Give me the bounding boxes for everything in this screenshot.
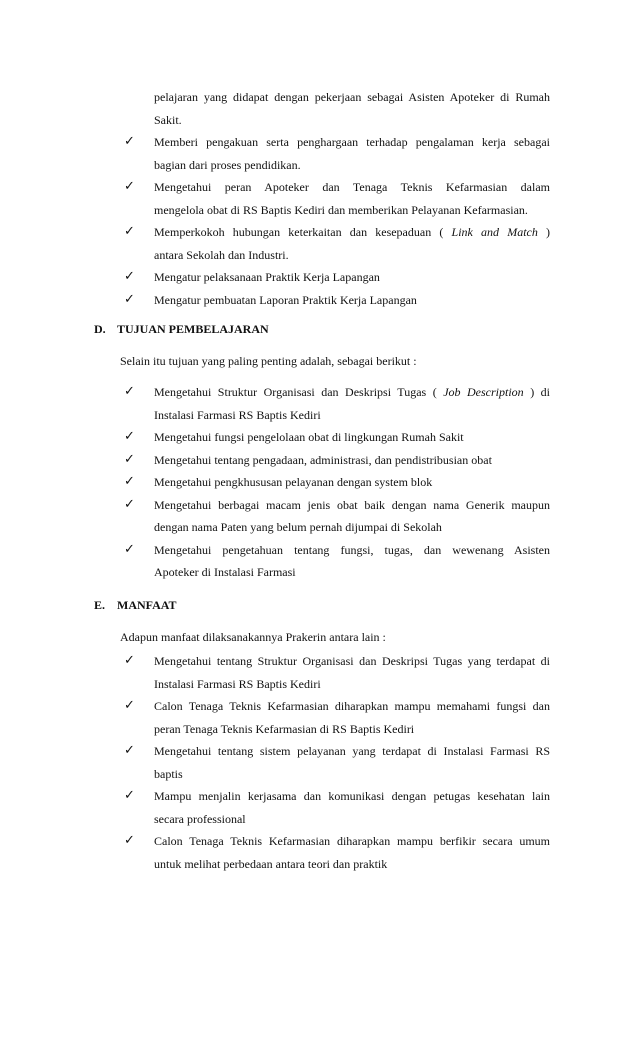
- list-item: ✓ Mengetahui tentang sistem pelayanan yang terdapat di Instalasi Farmasi RS baptis: [124, 740, 550, 785]
- continuation-text: pelajaran yang didapat dengan pekerjaan sebagai Asisten Apoteker di Rumah Sakit.: [154, 90, 550, 127]
- checkmark-icon: ✓: [124, 134, 135, 149]
- list-item: ✓ Mengatur pembuatan Laporan Praktik Kerja Lapangan: [124, 289, 550, 312]
- list-item: ✓ Memberi pengakuan serta penghargaan terhadap pengalaman kerja sebagai bagian dari proses pendidikan.: [124, 131, 550, 176]
- checkmark-icon: ✓: [124, 224, 135, 239]
- checkmark-icon: ✓: [124, 653, 135, 668]
- list-item: ✓ Mengetahui Struktur Organisasi dan Deskripsi Tugas ( Job Description ) di Instalasi Farmasi RS Baptis Kediri: [124, 381, 550, 426]
- section-intro: Adapun manfaat dilaksanakannya Prakerin antara lain :: [120, 630, 386, 644]
- section-heading-d: D. TUJUAN PEMBELAJARAN: [94, 322, 269, 336]
- checkmark-icon: ✓: [124, 384, 135, 399]
- checkmark-icon: ✓: [124, 451, 135, 467]
- list-item: ✓ Mengetahui pengetahuan tentang fungsi, tugas, dan wewenang Asisten Apoteker di Instalasi Farmasi: [124, 539, 550, 584]
- top-list: [124, 86, 550, 311]
- section-e-list: [124, 650, 550, 875]
- list-item: ✓ Calon Tenaga Teknis Kefarmasian diharapkan mampu memahami fungsi dan peran Tenaga Teknis Kefarmasian di RS Baptis Kediri: [124, 695, 550, 740]
- list-item: ✓ Mengetahui peran Apoteker dan Tenaga Teknis Kefarmasian dalam mengelola obat di RS Baptis Kediri dan memberikan Pelayanan Kefarmasian.: [124, 176, 550, 221]
- list-item: ✓ Mengetahui pengkhususan pelayanan dengan system blok: [124, 471, 550, 494]
- list-item: ✓ Mengetahui tentang pengadaan, administrasi, dan pendistribusian obat: [124, 449, 550, 472]
- list-item: ✓ Mengetahui fungsi pengelolaan obat di lingkungan Rumah Sakit: [124, 426, 550, 449]
- section-heading-e: E. MANFAAT: [94, 598, 177, 612]
- checkmark-icon: ✓: [124, 496, 135, 512]
- list-item: ✓ Mampu menjalin kerjasama dan komunikasi dengan petugas kesehatan lain secara professional: [124, 785, 550, 830]
- section-intro: Selain itu tujuan yang paling penting adalah, sebagai berikut :: [120, 354, 417, 368]
- list-item: ✓ Memperkokoh hubungan keterkaitan dan kesepaduan ( Link and Match ) antara Sekolah dan Industri.: [124, 221, 550, 266]
- list-item: ✓ Mengetahui tentang Struktur Organisasi dan Deskripsi Tugas yang terdapat di Instalasi Farmasi RS Baptis Kediri: [124, 650, 550, 695]
- checkmark-icon: ✓: [124, 698, 135, 713]
- list-item: ✓ Mengetahui berbagai macam jenis obat baik dengan nama Generik maupun dengan nama Paten yang belum pernah dijumpai di Sekolah: [124, 494, 550, 539]
- checkmark-icon: ✓: [124, 269, 135, 284]
- checkmark-icon: ✓: [124, 541, 135, 557]
- section-d-list: [124, 381, 550, 584]
- checkmark-icon: ✓: [124, 788, 135, 803]
- list-item: ✓ Mengatur pelaksanaan Praktik Kerja Lapangan: [124, 266, 550, 289]
- checkmark-icon: ✓: [124, 833, 135, 848]
- checkmark-icon: ✓: [124, 743, 135, 758]
- list-item: ✓ Calon Tenaga Teknis Kefarmasian diharapkan mampu berfikir secara umum untuk melihat perbedaan antara teori dan praktik: [124, 830, 550, 875]
- checkmark-icon: ✓: [124, 474, 135, 489]
- checkmark-icon: ✓: [124, 429, 135, 444]
- checkmark-icon: ✓: [124, 179, 135, 194]
- checkmark-icon: ✓: [124, 291, 135, 307]
